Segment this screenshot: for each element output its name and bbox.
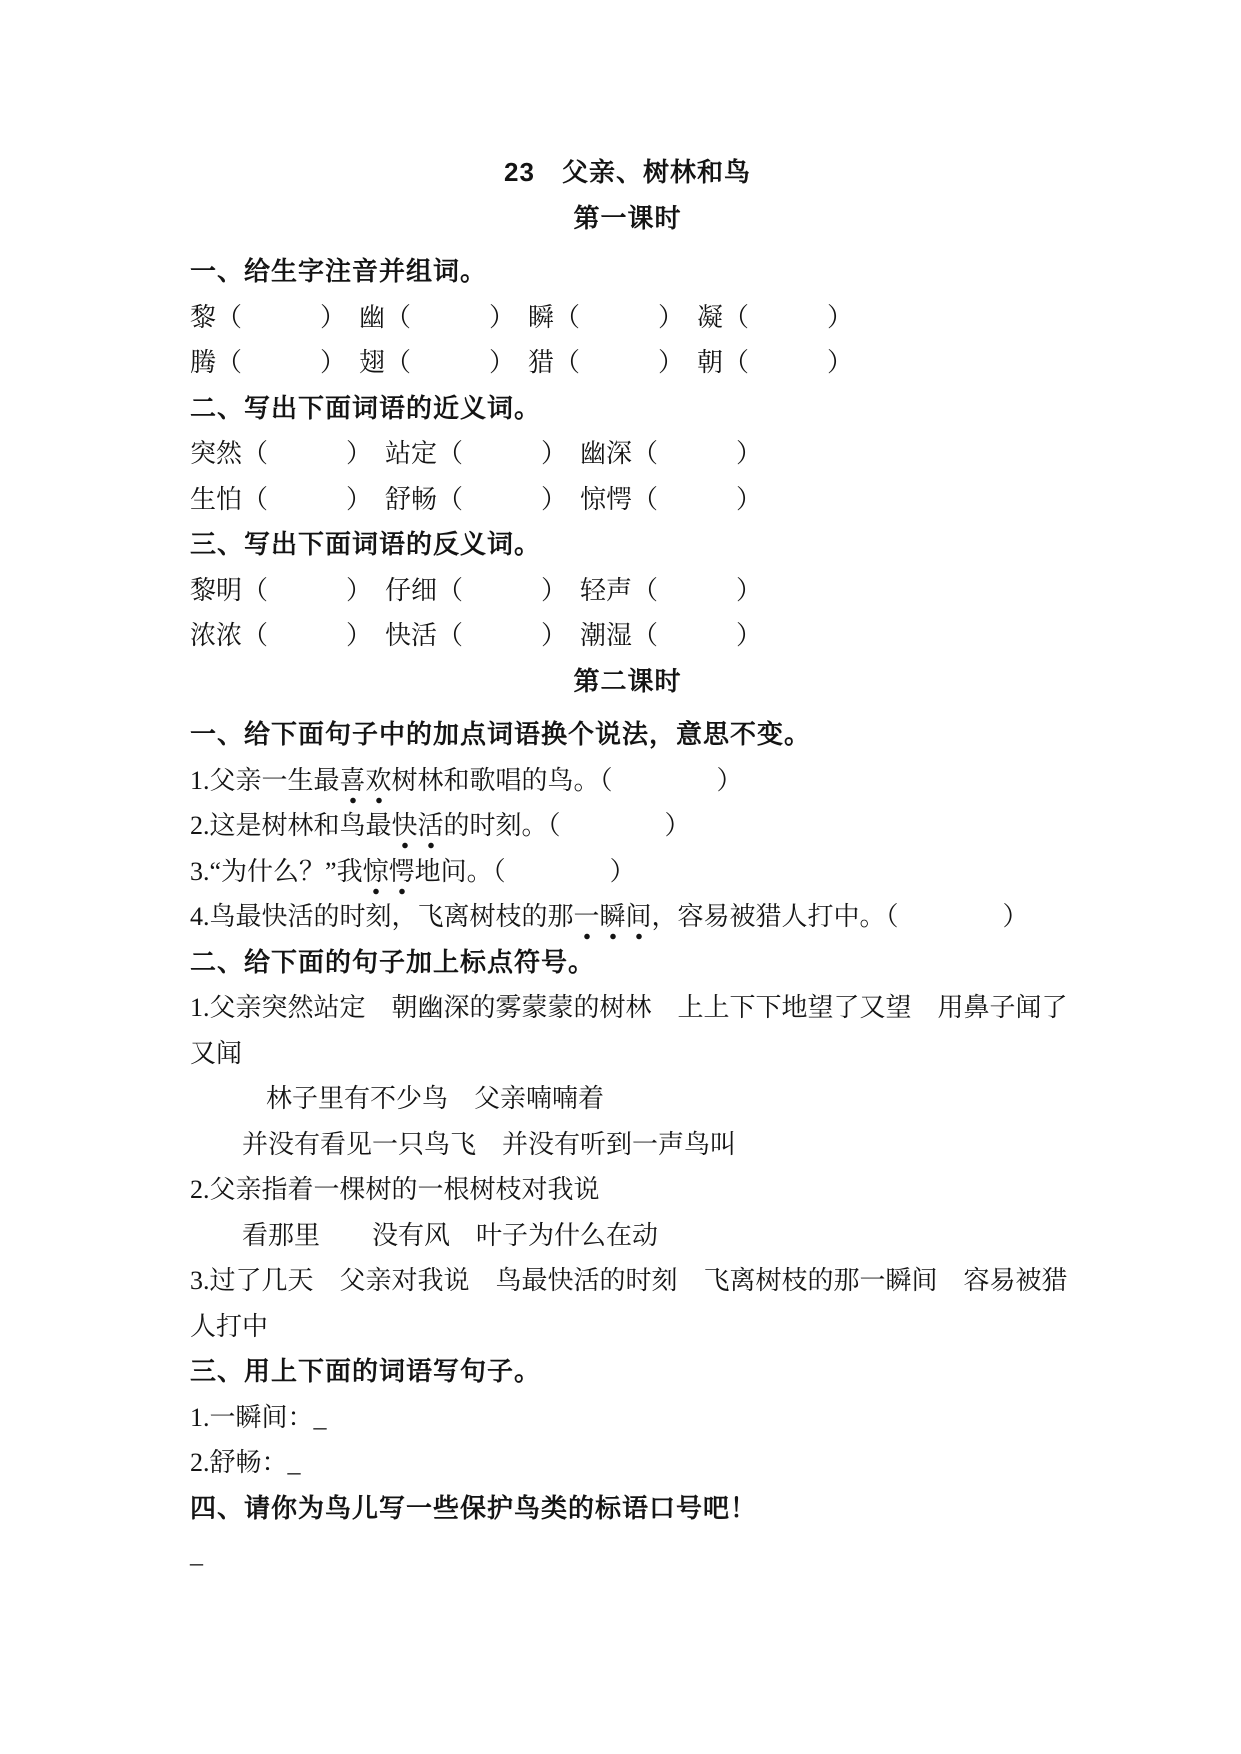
punctuation-line: 人打中 [190, 1311, 269, 1341]
punctuation-line: 2.父亲指着一棵树的一根树枝对我说 [190, 1175, 600, 1204]
sentence-line [190, 894, 1065, 940]
sentence-text: ，容易被猎人打中。（ ） [651, 902, 1029, 931]
fill-blank-row: 生怕（ ） 舒畅（ ） 惊愕（ ） [190, 484, 763, 514]
punctuation-line: 林子里有不少鸟 父亲喃喃着 [266, 1084, 605, 1113]
write-sentence-item: 2.舒畅：_ [190, 1448, 301, 1477]
punctuation-line: 1.父亲突然站定 朝幽深的雾蒙蒙的树林 上上下下地望了又望 用鼻子闻了 [190, 993, 1068, 1022]
sentence-text: 地问。（ ） [414, 856, 636, 886]
session2-heading: 第二课时 [573, 665, 682, 696]
sentence-line [190, 803, 1065, 849]
p2-section3-heading: 三、用上下面的词语写句子。 [190, 1356, 542, 1386]
sentence-text: 的时刻。（ ） [443, 811, 691, 840]
page-title: 23 父亲、树林和鸟 [504, 157, 751, 187]
answer-blank-line: _ [190, 1539, 203, 1568]
sentence-text: 2.这是树林和鸟最 [190, 811, 392, 840]
sentence-text: 1.父亲一生最 [190, 765, 340, 795]
session1-heading: 第一课时 [573, 202, 682, 233]
fill-blank-row: 浓浓（ ） 快活（ ） 潮湿（ ） [190, 621, 763, 650]
emphasized-word: 一瞬间 [574, 902, 652, 941]
punctuation-line: 3.过了几天 父亲对我说 鸟最快活的时刻 飞离树枝的那一瞬间 容易被猎 [190, 1266, 1068, 1295]
punctuation-line: 看那里 没有风 叶子为什么在动 [242, 1220, 659, 1250]
punctuation-line: 并没有看见一只鸟飞 并没有听到一声鸟叫 [242, 1129, 737, 1159]
sentence-line [190, 758, 1065, 804]
write-sentence-item: 1.一瞬间：_ [190, 1402, 327, 1432]
sentence-text: 4.鸟最快活的时刻，飞离树枝的那 [190, 902, 574, 931]
fill-blank-row: 黎明（ ） 仔细（ ） 轻声（ ） [190, 575, 763, 605]
fill-blank-row: 突然（ ） 站定（ ） 幽深（ ） [190, 439, 763, 468]
emphasized-word: 惊愕 [363, 857, 415, 896]
sentence-line [190, 849, 1065, 895]
punctuation-line: 又闻 [190, 1038, 243, 1068]
p1-section2-heading: 二、写出下面词语的近义词。 [190, 392, 542, 423]
fill-blank-row: 腾（ ） 翅（ ） 猎（ ） 朝（ ） [190, 348, 854, 377]
p1-section3-heading: 三、写出下面词语的反义词。 [190, 529, 542, 559]
p2-section1-heading: 一、给下面句子中的加点词语换个说法，意思不变。 [190, 719, 812, 749]
sentence-text: 树林和歌唱的鸟。（ ） [391, 765, 743, 795]
p2-section2-heading: 二、给下面的句子加上标点符号。 [190, 946, 596, 977]
fill-blank-row: 黎（ ） 幽（ ） 瞬（ ） 凝（ ） [190, 302, 854, 332]
sentence-text: 3.“为什么？”我 [190, 856, 363, 886]
p2-section4-heading: 四、请你为鸟儿写一些保护鸟类的标语口号吧！ [190, 1492, 758, 1523]
emphasized-word: 喜欢 [340, 766, 392, 805]
emphasized-word: 快活 [392, 811, 444, 850]
p1-section1-heading: 一、给生字注音并组词。 [190, 256, 488, 286]
